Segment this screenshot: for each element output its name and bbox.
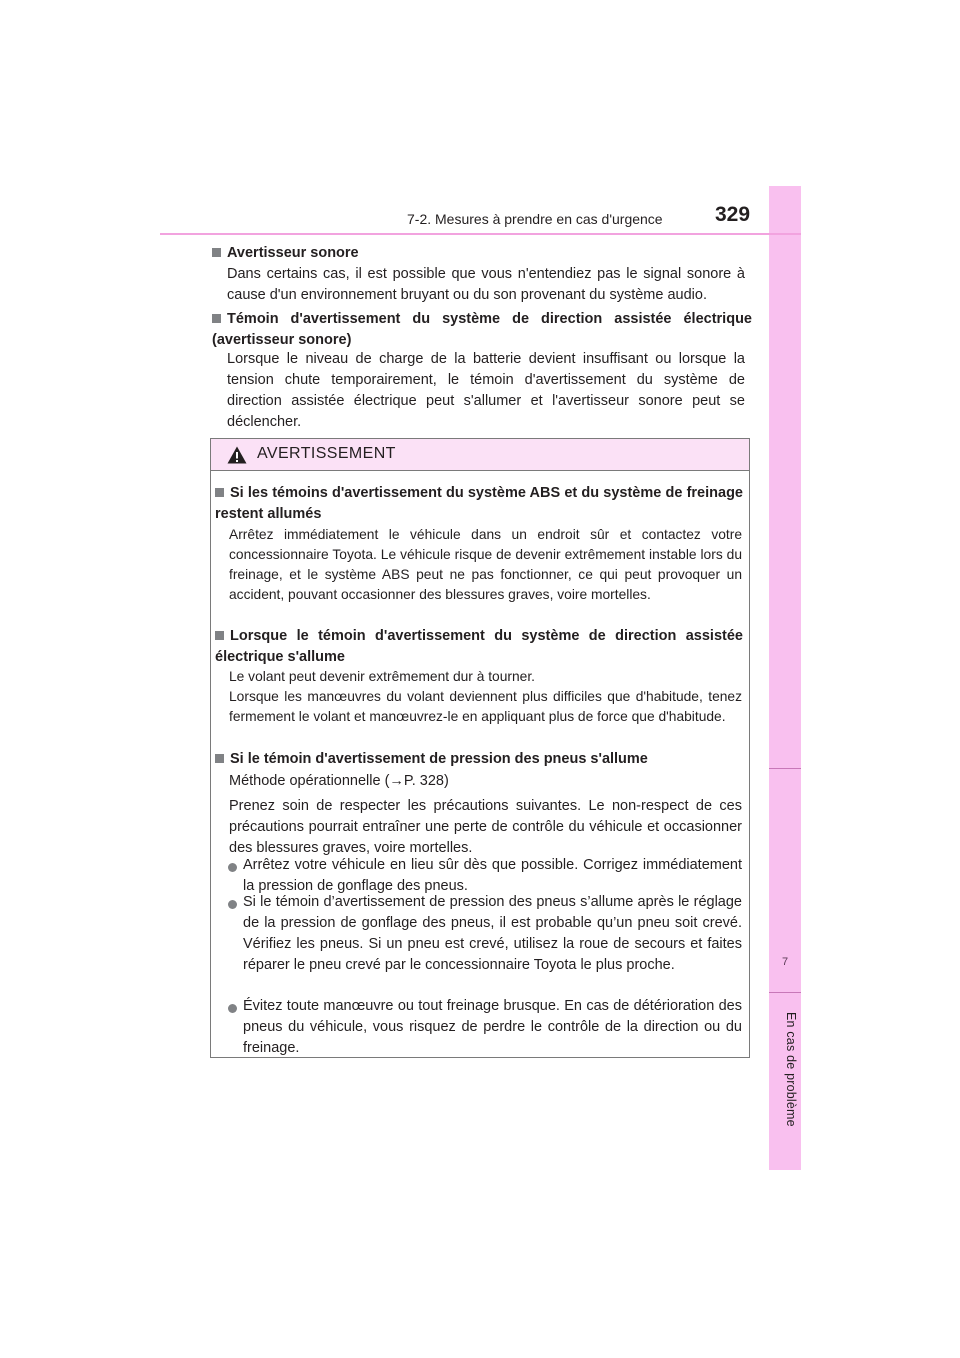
warning-heading-tpms: Si le témoin d'avertissement de pression des pneus s'allume	[215, 749, 743, 770]
square-bullet-icon	[215, 631, 224, 640]
warning-bullet-1: Arrêtez votre véhicule en lieu sûr dès que possible. Corrigez immédiatement la pression de gonflage des pneus.	[243, 857, 742, 894]
square-bullet-icon	[212, 314, 221, 323]
warning-triangle-icon	[227, 446, 247, 464]
chapter-number: 7	[781, 956, 789, 968]
section-heading-eps: Témoin d'avertissement du système de direction assistée électrique (avertisseur sonore)	[212, 311, 752, 348]
warning-body-eps-line1: Le volant peut devenir extrêmement dur à tourner.	[229, 669, 536, 684]
sidebar-divider-bottom	[769, 992, 801, 993]
square-bullet-icon	[215, 488, 224, 497]
section-body-eps: Lorsque le niveau de charge de la batterie devient insuffisant ou lorsque la tension chute temporairement, le témoin d'avertissement du système de direction assistée électrique peut s'allumer et l'avertisseur sonore peut se déclencher.	[227, 351, 745, 430]
warning-title: AVERTISSEMENT	[257, 445, 396, 462]
warning-body-tpms: Prenez soin de respecter les précautions suivantes. Le non-respect de ces précautions pourrait entraîner une perte de contrôle du véhicule et occasionner des blessures graves, voire mortelles.	[229, 798, 742, 856]
section-body-horn: Dans certains cas, il est possible que vous n'entendiez pas le signal sonore à cause d'un environnement bruyant ou du son provenant du système audio.	[227, 266, 745, 303]
warning-heading-eps: Lorsque le témoin d'avertissement du système de direction assistée électrique s'allume	[215, 628, 743, 665]
square-bullet-icon	[215, 754, 224, 763]
chapter-sidebar	[769, 186, 801, 1170]
square-bullet-icon	[212, 248, 221, 257]
warning-header	[211, 439, 749, 471]
warning-body-eps-line2: Lorsque les manœuvres du volant deviennent plus difficiles que d'habitude, tenez fermement le volant et manœuvrez-le en appliquant plus de force que d'habitude.	[229, 689, 742, 724]
sidebar-divider-top	[769, 768, 801, 769]
warning-reference: Méthode opérationnelle (→P. 328)	[229, 773, 449, 789]
section-header: 7-2. Mesures à prendre en cas d'urgence	[407, 211, 663, 227]
header-rule	[160, 233, 801, 235]
warning-body-abs: Arrêtez immédiatement le véhicule dans un endroit sûr et contactez votre concessionnaire Toyota. Le véhicule risque de devenir extrêmement instable lors du freinage, et le système ABS peut ne pas fonctionner, ce qui peut provoquer un accident, pouvant occasionner des blessures graves, voire mortelles.	[229, 527, 742, 602]
warning-heading-abs: Si les témoins d'avertissement du système ABS et du système de freinage restent allumés	[215, 485, 743, 522]
warning-bullet-2: Si le témoin d’avertissement de pression des pneus s’allume après le réglage de la pression de gonflage des pneus, il est probable qu’un pneu soit crevé. Vérifiez les pneus. Si un pneu est crevé, utilisez la roue de secours et faites réparer le pneu crevé par le concessionnaire Toyota le plus proche.	[243, 894, 742, 973]
warning-box	[210, 438, 750, 1058]
chapter-label: En cas de problème	[784, 1012, 798, 1127]
page-number: 329	[715, 203, 751, 226]
arrow-right-icon: →	[389, 773, 404, 789]
circle-bullet-icon	[228, 863, 237, 872]
circle-bullet-icon	[228, 900, 237, 909]
circle-bullet-icon	[228, 1004, 237, 1013]
warning-bullet-3: Évitez toute manœuvre ou tout freinage brusque. En cas de détérioration des pneus du véhicule, vous risquez de perdre le contrôle de la direction ou du freinage.	[243, 998, 742, 1056]
section-heading-horn: Avertisseur sonore	[212, 243, 752, 264]
